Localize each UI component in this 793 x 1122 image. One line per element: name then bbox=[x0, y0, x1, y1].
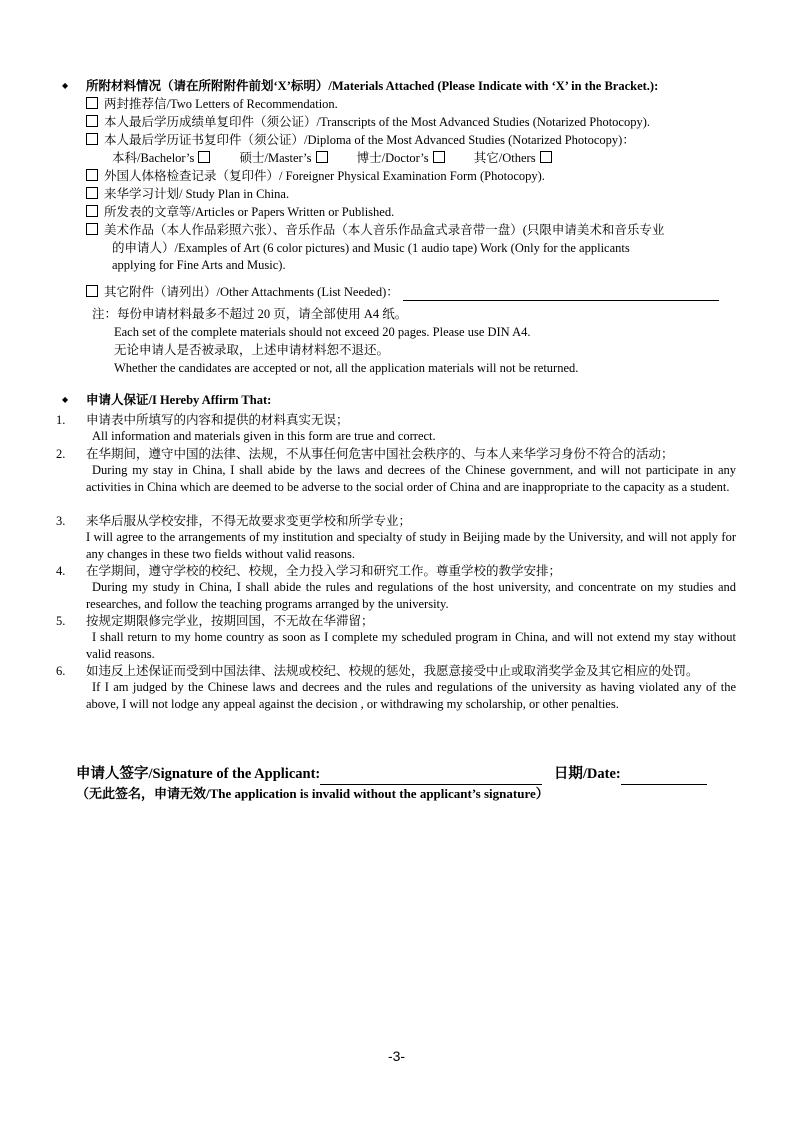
note-cn-return: 无论申请人是否被录取，上述申请材料恕不退还。 bbox=[114, 343, 390, 357]
affirm-item-4-cn: 在学期间，遵守学校的校纪、校规，全力投入学习和研究工作。尊重学校的教学安排； bbox=[86, 564, 562, 578]
material-item-diploma: 本人最后学历证书复印件（须公证）/Diploma of the Most Advanced Studies (Notarized Photocopy)： bbox=[86, 132, 635, 148]
material-checkbox[interactable] bbox=[86, 133, 98, 145]
affirm-item-1-en: All information and materials given in this form are true and correct. bbox=[92, 429, 436, 443]
material-checkbox[interactable] bbox=[86, 115, 98, 127]
other-attachments-field[interactable] bbox=[403, 284, 719, 301]
note-cn-pages: 注：每份申请材料最多不超过 20 页，请全部使用 A4 纸。 bbox=[92, 307, 408, 321]
affirm-item-6-cn: 如违反上述保证而受到中国法律、法规或校纪、校规的惩处，我愿意接受中止或取消奖学金及其它相应的处罚。 bbox=[86, 664, 699, 678]
degree-option-master: 硕士/Master’s bbox=[240, 151, 328, 165]
art-music-continuation-1: 的申请人）/Examples of Art (6 color pictures) and Music (1 audio tape) Work (Only for the applicants bbox=[112, 241, 630, 255]
material-item-other-attachments: 其它附件（请列出）/Other Attachments (List Needed)： bbox=[86, 284, 719, 301]
art-music-continuation-2: applying for Fine Arts and Music). bbox=[112, 258, 286, 272]
material-item-transcripts: 本人最后学历成绩单复印件（须公证）/Transcripts of the Most Advanced Studies (Notarized Photocopy). bbox=[86, 114, 650, 130]
material-checkbox[interactable] bbox=[86, 187, 98, 199]
doctor-checkbox[interactable] bbox=[433, 151, 445, 163]
degree-option-bachelor: 本科/Bachelor’s bbox=[112, 151, 210, 165]
affirm-item-2-cn: 在华期间，遵守中国的法律、法规，不从事任何危害中国社会秩序的、与本人来华学习身份不符合的活动； bbox=[86, 447, 674, 461]
bullet-diamond: ◆ bbox=[62, 395, 69, 404]
page-number: -3- bbox=[387, 1048, 406, 1064]
affirm-number: 4. bbox=[56, 564, 66, 578]
degree-options-row bbox=[112, 150, 578, 166]
affirm-item-6-en: If I am judged by the Chinese laws and decrees and the rules and regulations of the university as having violated any of the above, I will not lodge any appeal against the decision , or withdrawing my scholarship, or other penalties. bbox=[86, 680, 736, 711]
material-item-articles: 所发表的文章等/Articles or Papers Written or Published. bbox=[86, 204, 394, 220]
affirm-item-3-cn: 来华后服从学校安排，不得无故要求变更学校和所学专业； bbox=[86, 514, 412, 528]
signature-label: 申请人签字/Signature of the Applicant: bbox=[76, 766, 321, 782]
date-label: 日期/Date: bbox=[553, 766, 621, 782]
affirm-item-4-en: During my study in China, I shall abide the rules and regulations of the host university, and concentrate on my studies and researches, and follow the teaching programs arranged by the university. bbox=[86, 580, 736, 611]
affirm-item-3-en: I will agree to the arrangements of my institution and specialty of study in Beijing made by the University, and will not apply for any changes in these two fields without valid reasons. bbox=[86, 530, 736, 561]
bullet-diamond: ◆ bbox=[62, 81, 69, 90]
material-checkbox[interactable] bbox=[86, 223, 98, 235]
materials-heading: 所附材料情况（请在所附附件前划‘X’标明）/Materials Attached (Please Indicate with ‘X’ in the Bracket.): bbox=[86, 79, 659, 93]
affirm-item-5-en: I shall return to my home country as soon as I complete my scheduled program in China, and will not extend my stay without valid reasons. bbox=[86, 630, 736, 661]
signature-note: （无此签名，申请无效/The application is invalid without the applicant’s signature） bbox=[76, 786, 549, 801]
others-checkbox[interactable] bbox=[540, 151, 552, 163]
affirm-number: 3. bbox=[56, 514, 66, 528]
material-checkbox[interactable] bbox=[86, 169, 98, 181]
note-en-pages: Each set of the complete materials should not exceed 20 pages. Please use DIN A4. bbox=[114, 325, 531, 339]
affirm-number: 1. bbox=[56, 413, 66, 427]
material-checkbox[interactable] bbox=[86, 285, 98, 297]
master-checkbox[interactable] bbox=[316, 151, 328, 163]
material-item-art-music: 美术作品（本人作品彩照六张）、音乐作品（本人音乐作品盒式录音带一盘）(只限申请美术和音乐专业 bbox=[86, 222, 664, 238]
degree-option-others: 其它/Others bbox=[474, 151, 552, 165]
note-en-return: Whether the candidates are accepted or not, all the application materials will not be returned. bbox=[114, 361, 579, 375]
material-checkbox[interactable] bbox=[86, 205, 98, 217]
bachelor-checkbox[interactable] bbox=[198, 151, 210, 163]
affirm-number: 6. bbox=[56, 664, 66, 678]
signature-field[interactable] bbox=[320, 764, 542, 785]
affirm-number: 2. bbox=[56, 447, 66, 461]
date-field[interactable] bbox=[621, 764, 707, 785]
affirm-heading: 申请人保证/I Hereby Affirm That: bbox=[86, 393, 272, 407]
signature-row bbox=[76, 764, 707, 785]
degree-option-doctor: 博士/Doctor’s bbox=[357, 151, 445, 165]
material-item-study-plan: 来华学习计划/ Study Plan in China. bbox=[86, 186, 289, 202]
material-checkbox[interactable] bbox=[86, 97, 98, 109]
material-item-recommendation: 两封推荐信/Two Letters of Recommendation. bbox=[86, 96, 338, 112]
affirm-number: 5. bbox=[56, 614, 66, 628]
material-item-physical-exam: 外国人体格检查记录（复印件）/ Foreigner Physical Examination Form (Photocopy). bbox=[86, 168, 545, 184]
affirm-item-5-cn: 按规定期限修完学业，按期回国，不无故在华滞留； bbox=[86, 614, 374, 628]
affirm-item-2-en: During my stay in China, I shall abide by the laws and decrees of the Chinese government, and will not participate in any activities in China which are deemed to be adverse to the social order of China and are inappropriate to the capacity as a student. bbox=[86, 463, 736, 494]
affirm-item-1-cn: 申请表中所填写的内容和提供的材料真实无误； bbox=[86, 413, 349, 427]
